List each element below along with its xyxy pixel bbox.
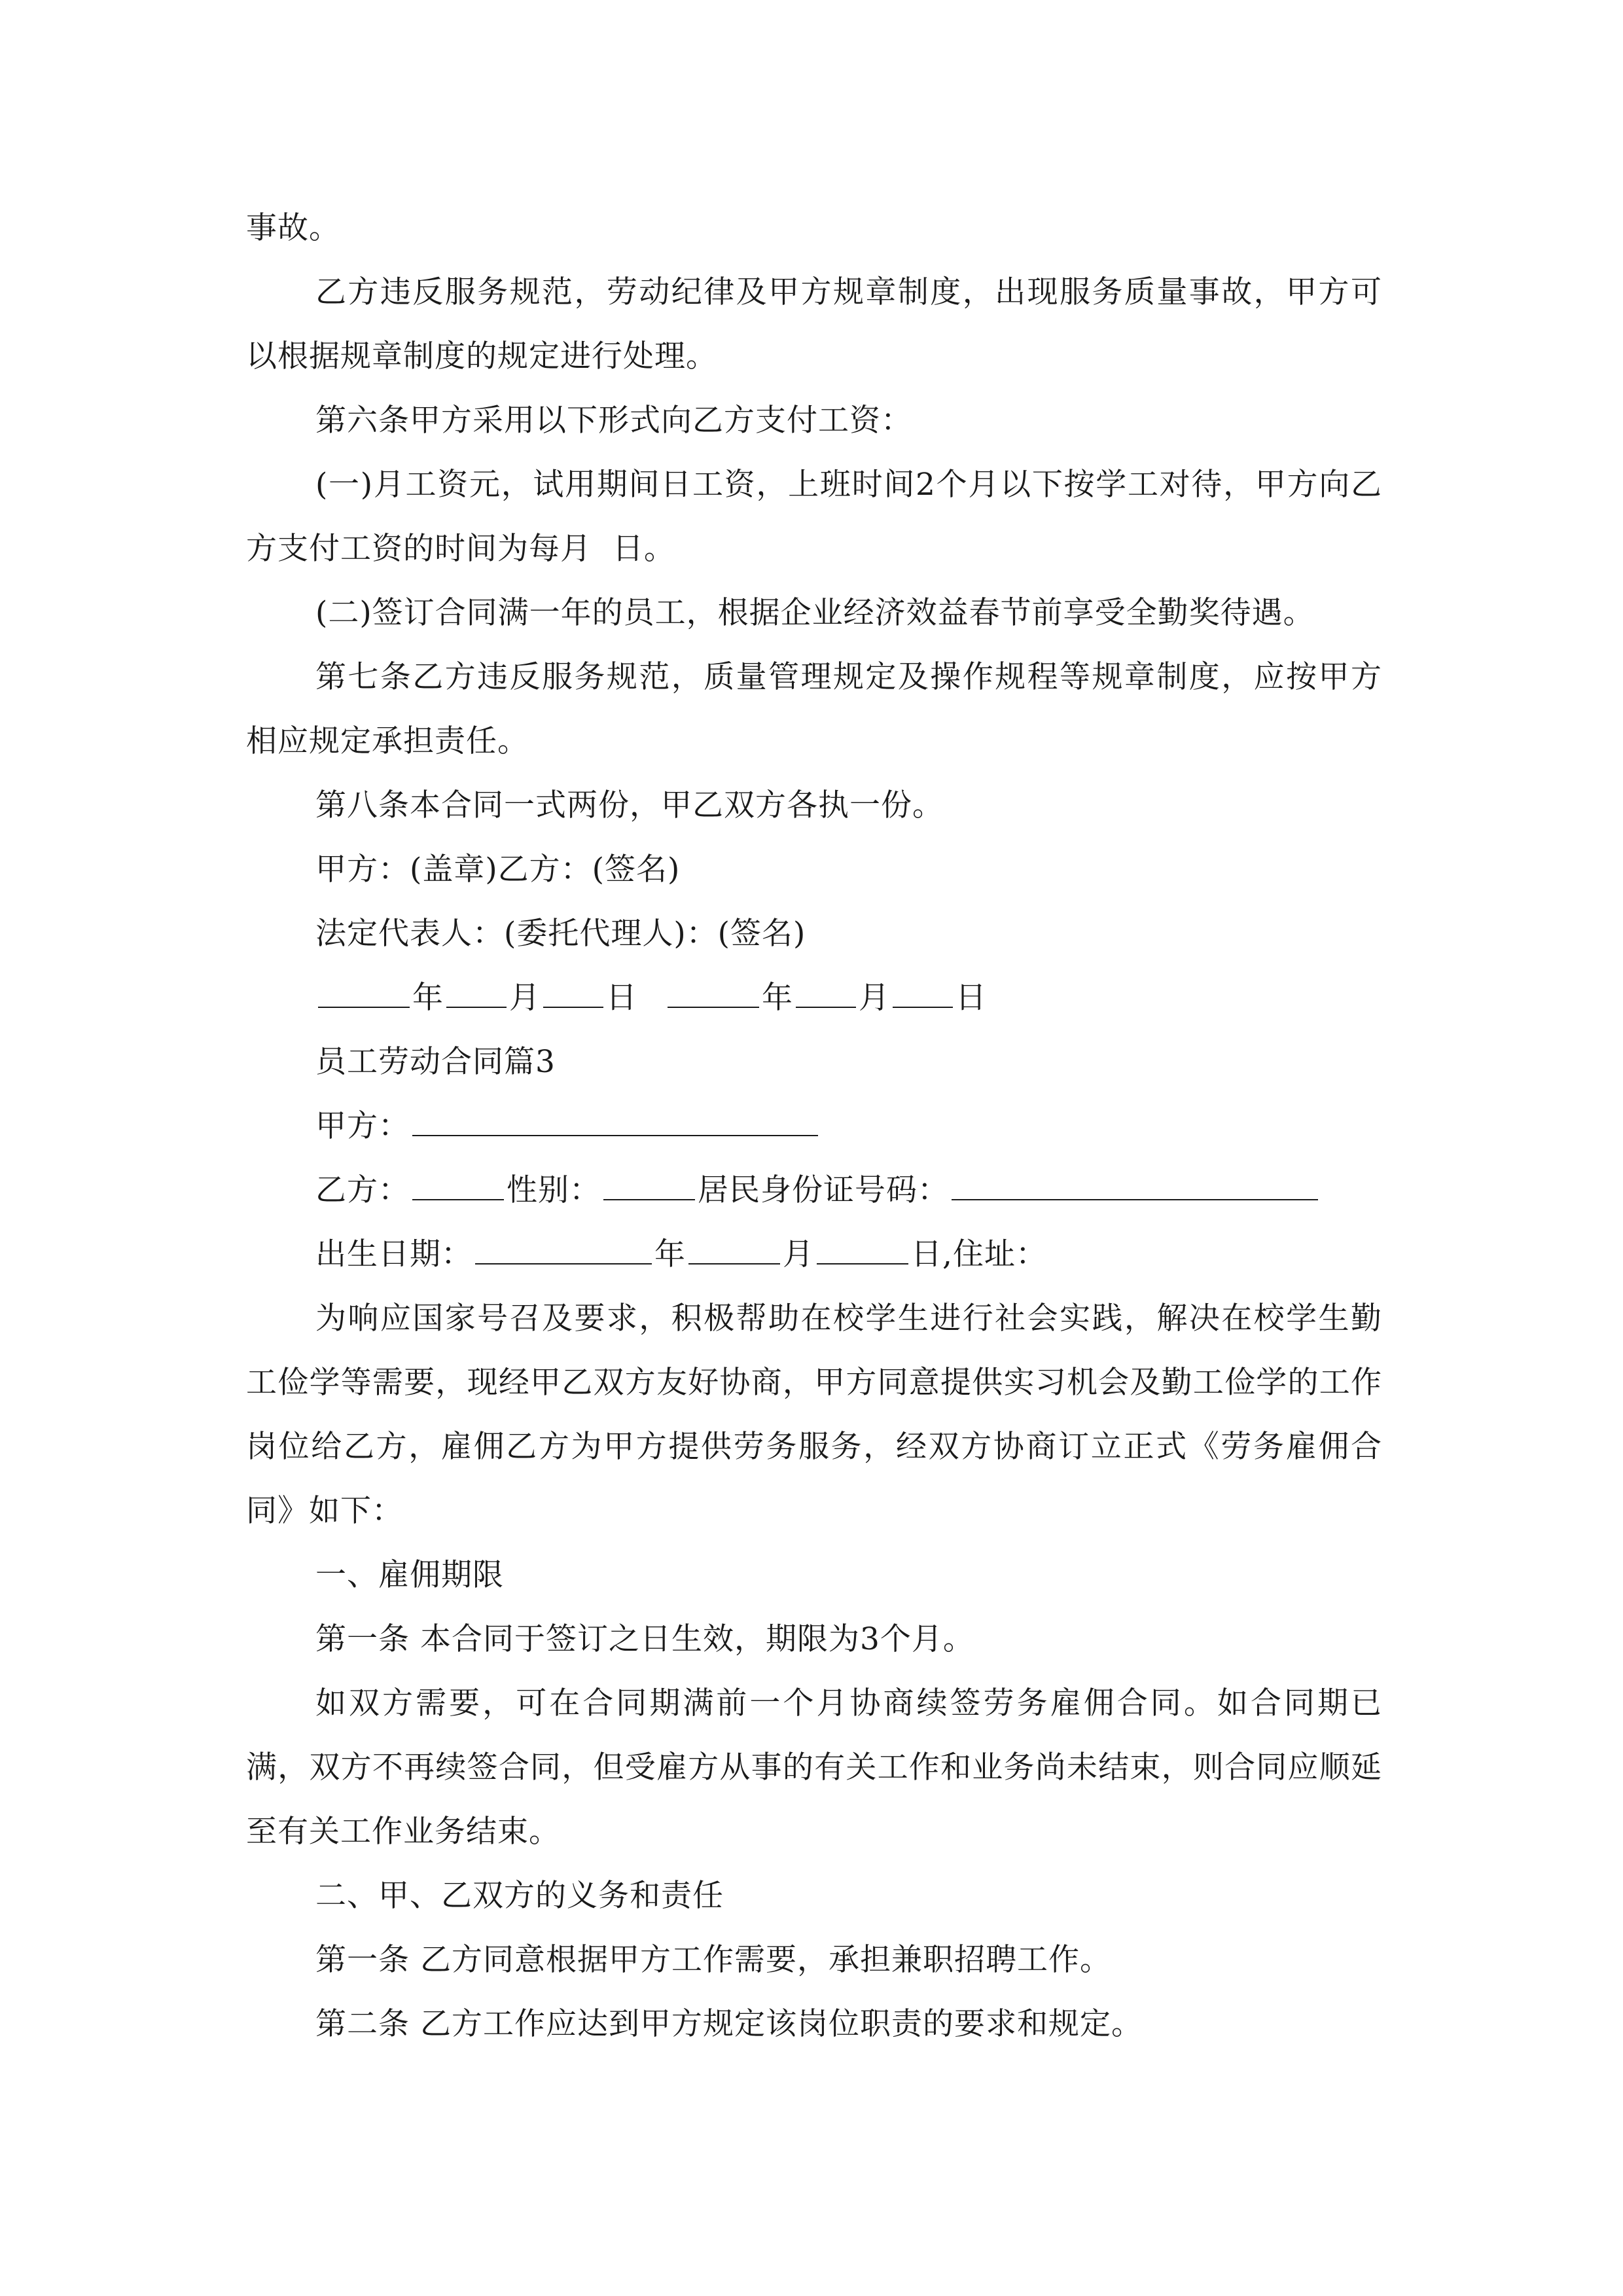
blank-field	[952, 1169, 1318, 1200]
blank-field	[412, 1105, 818, 1136]
paragraph: 第一条 乙方同意根据甲方工作需要，承担兼职招聘工作。	[315, 1942, 1111, 1978]
signature-line: 甲方：(盖章)乙方：(签名)	[315, 852, 681, 888]
party-b-line: 乙方： 性别： 居民身份证号码：	[246, 1158, 1382, 1223]
section-title: 员工劳动合同篇3	[315, 1044, 556, 1080]
paragraph: 乙方违反服务规范，劳动纪律及甲方规章制度，出现服务质量事故，甲方可以根据规章制度的规定进行处理。	[246, 274, 1382, 374]
paragraph: 为响应国家号召及要求，积极帮助在校学生进行社会实践，解决在校学生勤工俭学等需要，现经甲乙双方友好协商，甲方同意提供实习机会及勤工俭学的工作岗位给乙方，雇佣乙方为甲方提供劳务服务，经双方协商订立正式《劳务雇佣合同》如下：	[246, 1300, 1382, 1529]
document-body	[246, 196, 1382, 2056]
paragraph: 第二条 乙方工作应达到甲方规定该岗位职责的要求和规定。	[315, 2006, 1143, 2042]
blank-field	[475, 1233, 652, 1265]
blank-field	[603, 1169, 695, 1200]
paragraph: (一)月工资元，试用期间日工资，上班时间2个月以下按学工对待，甲方向乙方支付工资的时间为每月 日。	[246, 467, 1382, 567]
representative-line: 法定代表人：(委托代理人)：(签名)	[315, 916, 806, 952]
paragraph: 第八条本合同一式两份，甲乙双方各执一份。	[315, 787, 944, 823]
date-line: 年 月 日 年 月 日	[246, 966, 1382, 1030]
section-heading: 二、甲、乙双方的义务和责任	[315, 1878, 724, 1914]
blank-field	[668, 977, 759, 1008]
blank-field	[543, 977, 603, 1008]
paragraph: (二)签订合同满一年的员工，根据企业经济效益春节前享受全勤奖待遇。	[315, 595, 1315, 631]
paragraph: 如双方需要，可在合同期满前一个月协商续签劳务雇佣合同。如合同期已满，双方不再续签合同，但受雇方从事的有关工作和业务尚未结束，则合同应顺延至有关工作业务结束。	[246, 1685, 1382, 1850]
paragraph: 第一条 本合同于签订之日生效，期限为3个月。	[315, 1621, 974, 1657]
blank-field	[446, 977, 507, 1008]
blank-field	[318, 977, 410, 1008]
birth-line: 出生日期： 年 月 日,住址：	[246, 1223, 1382, 1287]
paragraph: 事故。	[246, 210, 340, 246]
paragraph: 第六条甲方采用以下形式向乙方支付工资：	[315, 403, 912, 439]
blank-field	[796, 977, 856, 1008]
section-heading: 一、雇佣期限	[315, 1557, 504, 1593]
blank-field	[893, 977, 953, 1008]
blank-field	[688, 1233, 780, 1265]
party-a-line: 甲方：	[246, 1094, 1382, 1158]
blank-field	[412, 1169, 504, 1200]
blank-field	[817, 1233, 908, 1265]
paragraph: 第七条乙方违反服务规范，质量管理规定及操作规程等规章制度，应按甲方相应规定承担责任。	[246, 659, 1382, 759]
